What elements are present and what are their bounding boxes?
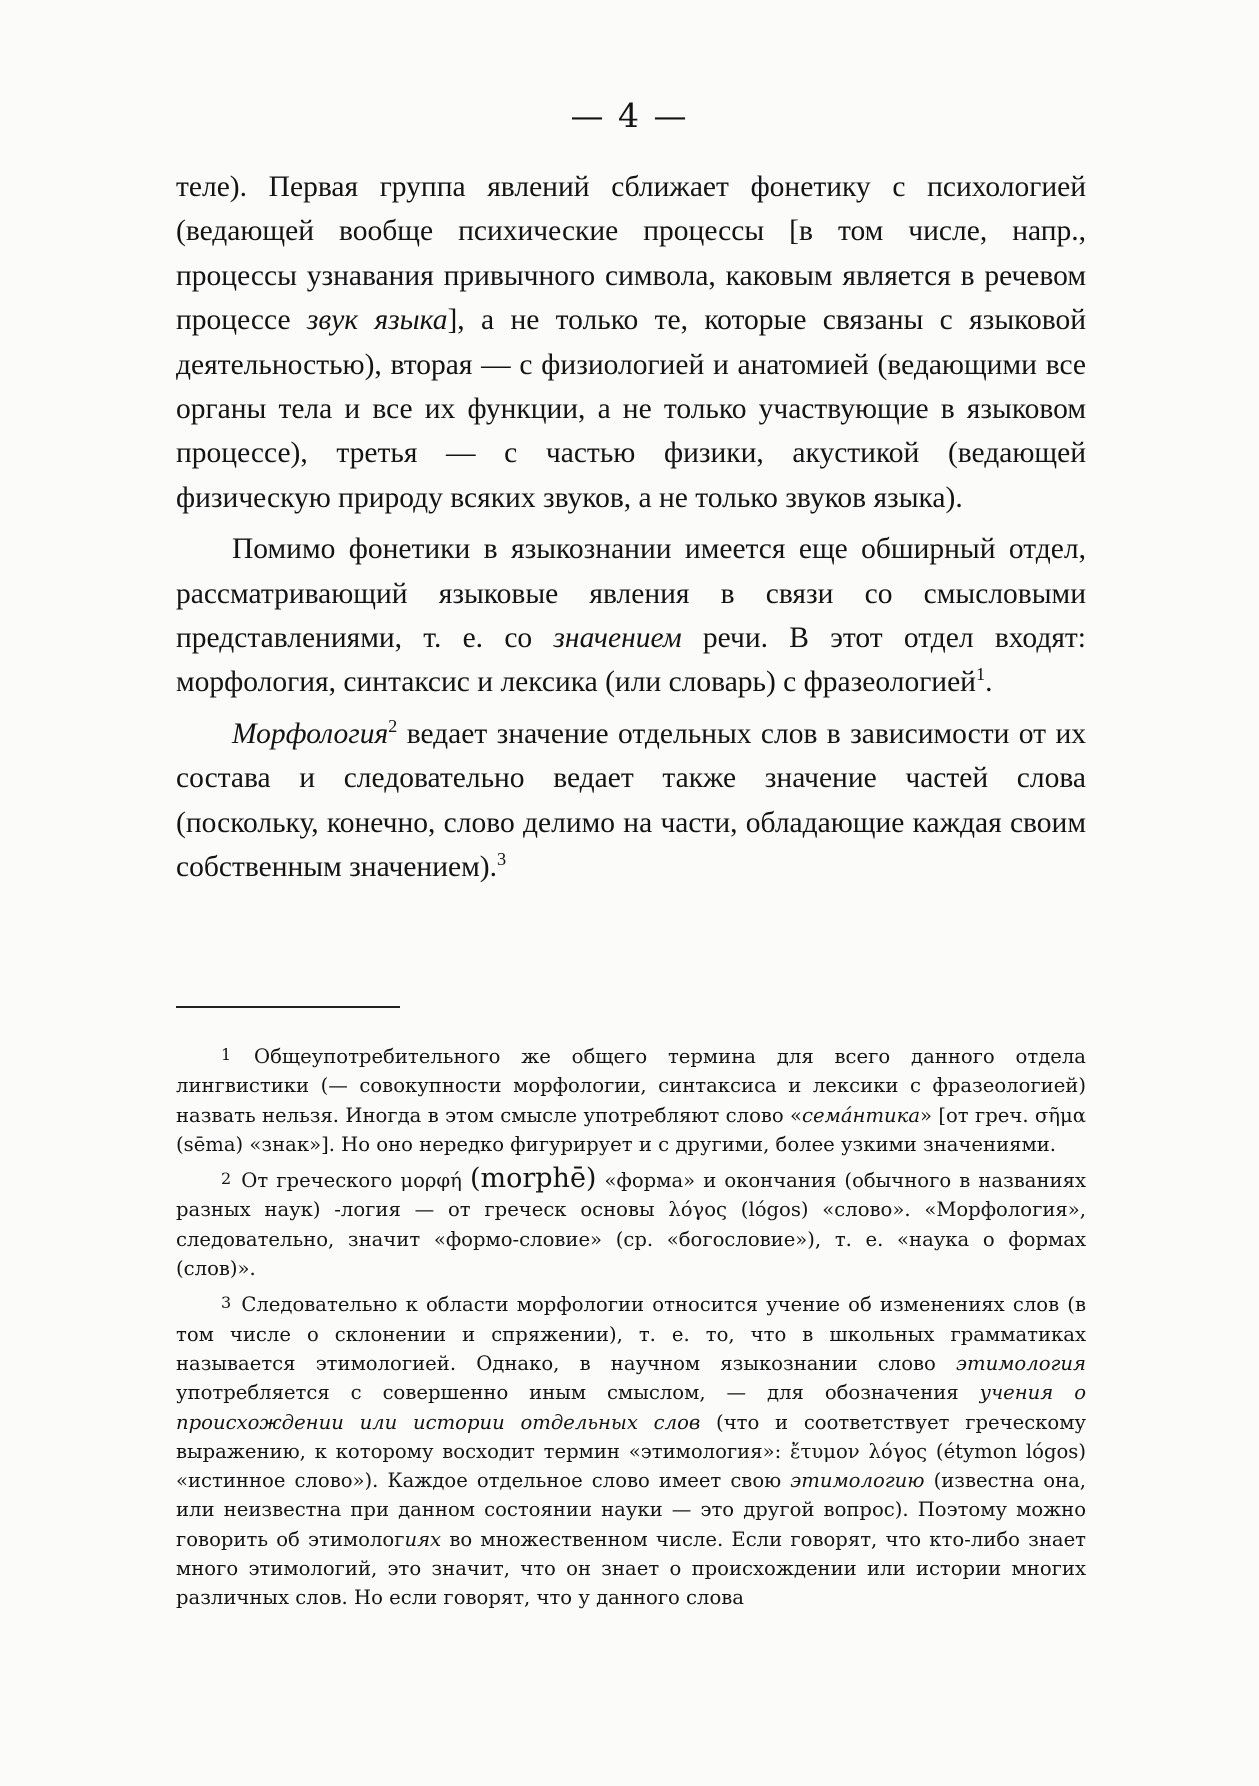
footnote-1 — [176, 1040, 1086, 1159]
footnote-divider — [176, 1006, 400, 1008]
text-run: речи. В этот отдел входят: морфология, синтаксис и лексика (или словарь) с фразеологией — [176, 622, 1086, 699]
footnote-2 — [176, 1164, 1086, 1283]
text-run: (что и соответствует греческому выражению, к которому восходит термин «этимология»: ἔτυμον λόγος (étymon lógos) «истинное слово»). Каждое отдельное слово имеет свою — [176, 1410, 1086, 1493]
italic-run: этимология — [956, 1351, 1086, 1375]
text-run: . — [985, 666, 993, 699]
footnote-ref: 3 — [496, 849, 507, 870]
italic-run: учения о происхождении или истории отдельных слов — [176, 1381, 1086, 1434]
text-run: во множественном числе. Если говорят, что кто-либо знает много этимологий, это значит, что он знает о происхождении или истории многих различных слов. Но если говорят, что у данного слова — [176, 1527, 1086, 1610]
text-run: Помимо фонетики в языкознании имеется еще обширный отдел, рассматривающий языковые явления в связи со смысловыми представлениями, т. е. со — [176, 533, 1086, 655]
italic-run: значением — [553, 622, 682, 655]
footnote-number: 1 — [221, 1045, 232, 1064]
italic-run: этимологию — [790, 1469, 925, 1493]
text-run: » [от греч. σῆμα (sēma) «знак»]. Но оно нередко фигурирует и с другими, более узкими значениями. — [176, 1103, 1087, 1156]
italic-run: иях — [404, 1527, 442, 1551]
paragraph-1 — [176, 165, 1086, 520]
italic-run: Морфология — [232, 717, 389, 750]
footnotes — [176, 1040, 1086, 1613]
page-number: — 4 — — [570, 96, 689, 135]
footnote-number: 2 — [221, 1169, 232, 1189]
footnote-ref: 2 — [388, 716, 398, 737]
text-run: От греческого μορφή — [233, 1169, 470, 1193]
text-run: ведает значение отдельных слов в зависимости от их состава и следовательно ведает также значение частей слова (поскольку, конечно, слово делимо на части, обладающие каждая своим собственным значением). — [176, 717, 1086, 884]
footnote-ref: 1 — [975, 664, 986, 685]
text-run: (известна она, или неизвестна при данном состоянии науки — это другой вопрос). Поэтому можно говорить об этимолог — [176, 1469, 1087, 1551]
text-run: ], а не только те, которые связаны с языковой деятельностью), вторая — с физиологией и анатомией (ведающими все органы тела и все их функции, а не только участвующие в языковом процессе), третья — с частью физики, акустикой (ведающей физическую природу всяких звуков, а не только звуков языка). — [176, 304, 1087, 514]
text-run: Следовательно к области морфологии относится учение об изменениях слов (в том числе о склонении и спряжении), т. е. то, что в школьных грамматиках называется этимологией. Однако, в научном языкознании слово — [176, 1293, 1086, 1375]
paragraph-2 — [176, 527, 1086, 705]
text-run: употребляется с совершенно иным смыслом, — для обозначения — [176, 1381, 980, 1405]
italic-run: звук языка — [306, 304, 448, 337]
main-text — [176, 165, 1086, 890]
transliteration: (morphē) — [469, 1163, 597, 1195]
footnote-3 — [176, 1288, 1086, 1612]
text-run: теле). Первая группа явлений сближает фонетику с психологией (ведающей вообще психические процессы [в том числе, напр., процессы узнавания привычного символа, каковым является в речевом процессе — [176, 171, 1086, 337]
paragraph-3 — [176, 712, 1086, 890]
text-run: Общеупотребительного же общего термина для всего данного отдела лингвистики (— совокупности морфологии, синтаксиса и лексики с фразеологией) назвать нельзя. Иногда в этом смысле употребляют слово « — [176, 1045, 1086, 1127]
footnote-number: 3 — [221, 1293, 232, 1313]
text-run: «форма» и окончания (обычного в названиях разных наук) -логия — от греческ основы λόγος (lógos) «слово». «Морфология», следовательно, значит «формо-словие» (ср. «богословие»), т. е. «наука о формах (слов)». — [176, 1169, 1087, 1281]
italic-run: семáнтика — [802, 1103, 921, 1127]
